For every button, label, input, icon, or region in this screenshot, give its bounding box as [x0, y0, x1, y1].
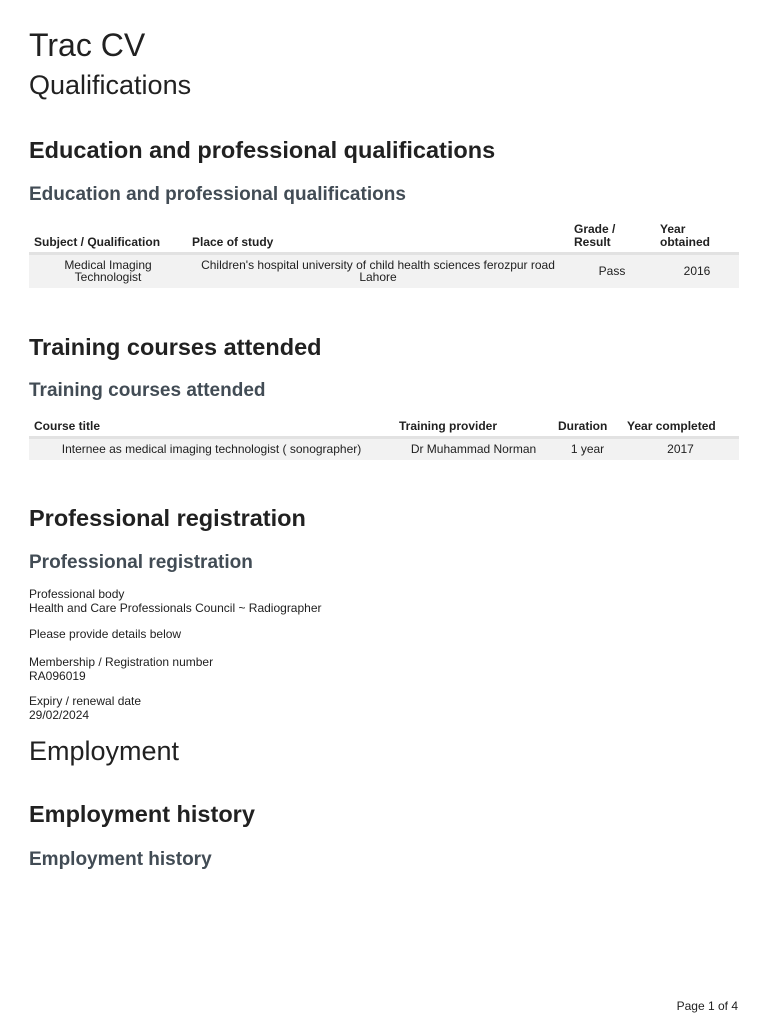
education-table-header-row	[29, 220, 739, 254]
table-row	[29, 438, 739, 460]
cell-duration: 1 year	[553, 438, 622, 460]
training-heading: Training courses attended	[29, 334, 322, 360]
details-note: Please provide details below	[29, 627, 182, 641]
professional-body-label: Professional body	[29, 587, 125, 601]
cell-subject: Medical Imaging Technologist	[29, 254, 187, 288]
document-subtitle: Qualifications	[29, 70, 192, 100]
registration-number-field	[29, 656, 213, 683]
table-row	[29, 254, 739, 288]
cell-year-completed: 2017	[622, 438, 739, 460]
registration-subheading: Professional registration	[29, 552, 253, 573]
education-table	[29, 220, 739, 288]
column-header-training-provider: Training provider	[394, 417, 553, 438]
employment-heading: Employment	[29, 736, 180, 766]
cell-training-provider: Dr Muhammad Norman	[394, 438, 553, 460]
cell-course-title: Internee as medical imaging technologist ( sonographer)	[29, 438, 394, 460]
expiry-date-value: 29/02/2024	[29, 707, 90, 722]
professional-body-value: Health and Care Professionals Council ~ Radiographer	[29, 600, 322, 615]
training-subheading: Training courses attended	[29, 380, 266, 401]
registration-heading: Professional registration	[29, 505, 306, 531]
page-indicator: Page 1 of 4	[676, 999, 738, 1013]
education-heading: Education and professional qualifications	[29, 137, 496, 163]
cell-grade: Pass	[569, 254, 655, 288]
document-title: Trac CV	[29, 27, 146, 63]
expiry-date-label: Expiry / renewal date	[29, 694, 142, 708]
column-header-duration: Duration	[553, 417, 622, 438]
registration-number-value: RA096019	[29, 668, 86, 683]
column-header-year: Year obtained	[655, 220, 739, 254]
cell-year: 2016	[655, 254, 739, 288]
training-table-header-row	[29, 417, 739, 438]
column-header-grade: Grade / Result	[569, 220, 655, 254]
registration-number-label: Membership / Registration number	[29, 655, 214, 669]
expiry-date-field	[29, 695, 141, 722]
employment-history-subheading: Employment history	[29, 849, 212, 870]
professional-body-field	[29, 588, 322, 615]
column-header-year-completed: Year completed	[622, 417, 739, 438]
training-table	[29, 417, 739, 460]
cell-place: Children's hospital university of child health sciences ferozpur road Lahore	[187, 254, 569, 288]
column-header-course-title: Course title	[29, 417, 394, 438]
column-header-subject: Subject / Qualification	[29, 220, 187, 254]
education-subheading: Education and professional qualifications	[29, 184, 406, 205]
employment-history-heading: Employment history	[29, 801, 255, 827]
column-header-place: Place of study	[187, 220, 569, 254]
